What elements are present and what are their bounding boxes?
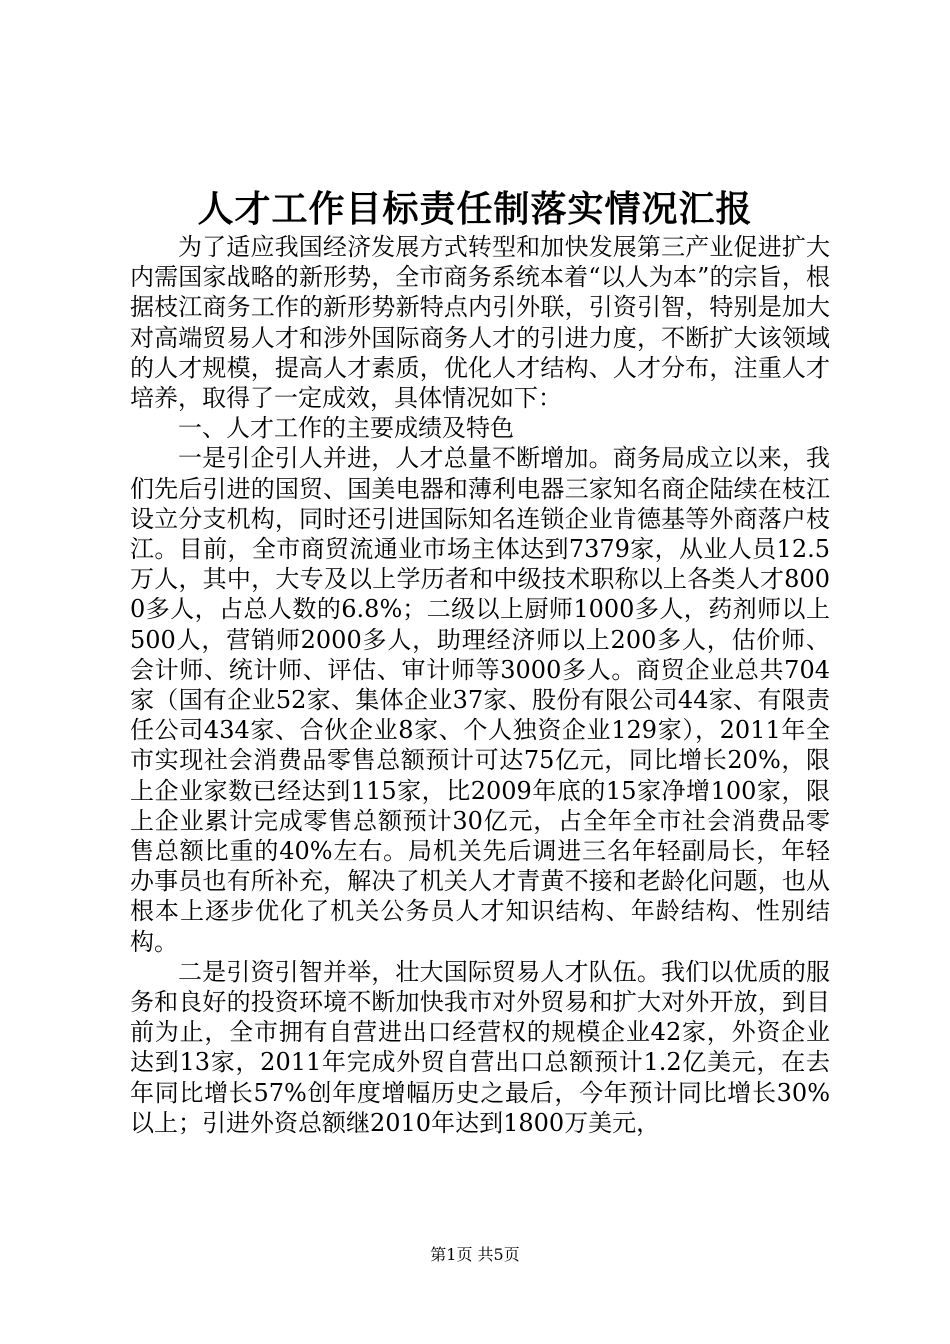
section-heading: 一、人才工作的主要成绩及特色 — [178, 414, 514, 443]
document-title: 人才工作目标责任制落实情况汇报 — [197, 188, 753, 230]
intro-paragraph: 为了适应我国经济发展方式转型和加快发展第三产业促进扩大内需国家战略的新形势，全市商务系统本着“以人为本”的宗旨，根据枝江商务工作的新形势新特点内引外联，引资引智，特别是加大对高端贸易人才和涉外国际商务人才的引进力度，不断扩大该领域的人才规模，提高人才素质，优化人才结构、人才分布，注重人才培养，取得了一定成效，具体情况如下： — [130, 233, 830, 413]
page-footer: 第1页 共5页 — [430, 1245, 520, 1264]
document-body — [130, 232, 830, 1138]
achievement-paragraph-2: 二是引资引智并举，壮大国际贸易人才队伍。我们以优质的服务和良好的投资环境不断加快我市对外贸易和扩大对外开放，到目前为止，全市拥有自营进出口经营权的规模企业42家，外资企业达到13家，2011年完成外贸自营出口总额预计1.2亿美元，在去年同比增长57%创年度增幅历史之最后，今年预计同比增长30%以上；引进外资总额继2010年达到1800万美元， — [130, 957, 830, 1137]
achievement-paragraph-1: 一是引企引人并进，人才总量不断增加。商务局成立以来，我们先后引进的国贸、国美电器和薄利电器三家知名商企陆续在枝江设立分支机构，同时还引进国际知名连锁企业肯德基等外商落户枝江。目前，全市商贸流通业市场主体达到7379家，从业人员12.5万人，其中，大专及以上学历者和中级技术职称以上各类人才8000多人，占总人数的6.8%；二级以上厨师1000多人，药剂师以上500人，营销师2000多人，助理经济师以上200多人，估价师、会计师、统计师、评估、审计师等3000多人。商贸企业总共704家（国有企业52家、集体企业37家、股份有限公司44家、有限责任公司434家、合伙企业8家、个人独资企业129家），2011年全市实现社会消费品零售总额预计可达75亿元，同比增长20%，限上企业家数已经达到115家，比2009年底的15家净增100家，限上企业累计完成零售总额预计30亿元，占全年全市社会消费品零售总额比重的40%左右。局机关先后调进三名年轻副局长，年轻办事员也有所补充，解决了机关人才青黄不接和老龄化问题，也从根本上逐步优化了机关公务员人才知识结构、年龄结构、性别结构。 — [130, 444, 830, 956]
